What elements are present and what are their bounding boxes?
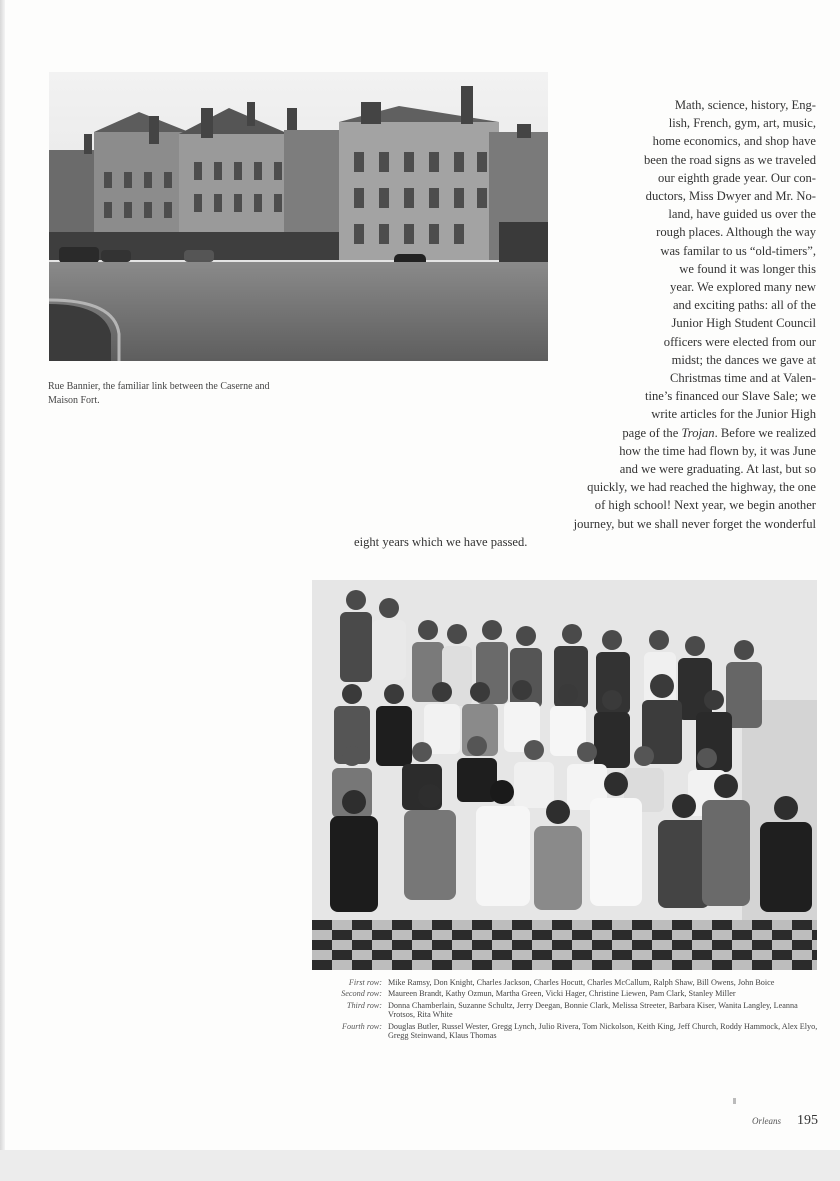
story-line: midst; the dances we gave at	[671, 352, 816, 367]
story-trojan-after: . Before we realized	[714, 425, 816, 440]
names-row-list: Maureen Brandt, Kathy Ozmun, Martha Green, Vicki Hager, Christine Liewen, Pam Clark, Stanley Miller	[388, 989, 736, 999]
story-line: tine’s financed our Slave Sale; we	[644, 389, 816, 404]
story-line: land, have guided us over the	[668, 207, 816, 222]
story-line: Christmas time and at Valen-	[670, 371, 816, 386]
class-group-photo-drawing	[312, 580, 817, 970]
section-name: Orleans	[752, 1116, 781, 1126]
page-number: 195	[797, 1113, 818, 1128]
names-row-list: Donna Chamberlain, Suzanne Schultz, Jerry Deegan, Bonnie Clark, Melissa Streeter, Barbara Kiser, Wanita Langley, Leanna Vrotsos, Rita White	[388, 1000, 798, 1020]
story-line: year. We explored many new	[670, 280, 816, 295]
street-photo-caption: Rue Bannier, the familiar link between the Caserne and Maison Fort.	[48, 381, 270, 406]
print-speck	[733, 1098, 736, 1104]
story-line: lish, French, gym, art, music,	[668, 116, 816, 131]
story-trojan-before: page of the	[622, 425, 682, 440]
page-folio	[752, 1113, 818, 1129]
names-row-list: Douglas Butler, Russel Wester, Gregg Lynch, Julio Rivera, Tom Nickolson, Keith King, Jeff Church, Roddy Hammock, Alex Elyo, Gregg Steinwand, Klaus Thomas	[388, 1021, 818, 1041]
story-line: journey, but we shall never forget the wonderful	[573, 516, 816, 531]
page-bottom-band	[0, 1150, 840, 1181]
story-line: been the road signs as we traveled	[643, 152, 816, 167]
story-line: of high school! Next year, we begin another	[594, 498, 816, 513]
story-line: home economics, and shop have	[652, 134, 816, 149]
story-line: and exciting paths: all of the	[672, 298, 816, 313]
names-row-label: Second row:	[341, 989, 382, 999]
story-line: Junior High Student Council	[671, 316, 816, 331]
story-line: was familar to us “old-timers”,	[660, 243, 816, 258]
page-left-edge	[0, 0, 5, 1150]
trojan-title: Trojan	[681, 425, 715, 440]
story-line-trojan	[216, 424, 816, 442]
names-row	[330, 1001, 820, 1020]
names-row-list: Mike Ramsy, Don Knight, Charles Jackson, Charles Hocutt, Charles McCallum, Ralph Shaw, Bill Owens, John Boice	[388, 978, 775, 987]
names-row	[330, 978, 820, 987]
story-line: Math, science, history, Eng-	[674, 98, 816, 112]
names-row	[330, 989, 820, 998]
story-line: rough places. Although the way	[656, 225, 816, 240]
story-line: our eighth grade year. Our con-	[657, 170, 816, 185]
names-row-label: Third row:	[346, 1000, 382, 1010]
photo-names-list	[330, 978, 820, 1042]
names-row-label: Fourth row:	[342, 1021, 382, 1031]
story-line: how the time had flown by, it was June	[619, 443, 816, 458]
names-row	[330, 1022, 820, 1041]
story-last-line: eight years which we have passed.	[354, 534, 528, 549]
story-line: and we were graduating. At last, but so	[619, 462, 816, 477]
story-line: we found it was longer this	[679, 261, 816, 276]
names-row-label: First row:	[348, 978, 382, 987]
story-line: quickly, we had reached the highway, the one	[587, 480, 816, 495]
story-text	[216, 96, 816, 551]
story-line: ductors, Miss Dwyer and Mr. No-	[645, 189, 816, 204]
story-line: officers were elected from our	[663, 334, 816, 349]
story-line: write articles for the Junior High	[651, 407, 816, 422]
class-group-photo	[312, 580, 817, 970]
